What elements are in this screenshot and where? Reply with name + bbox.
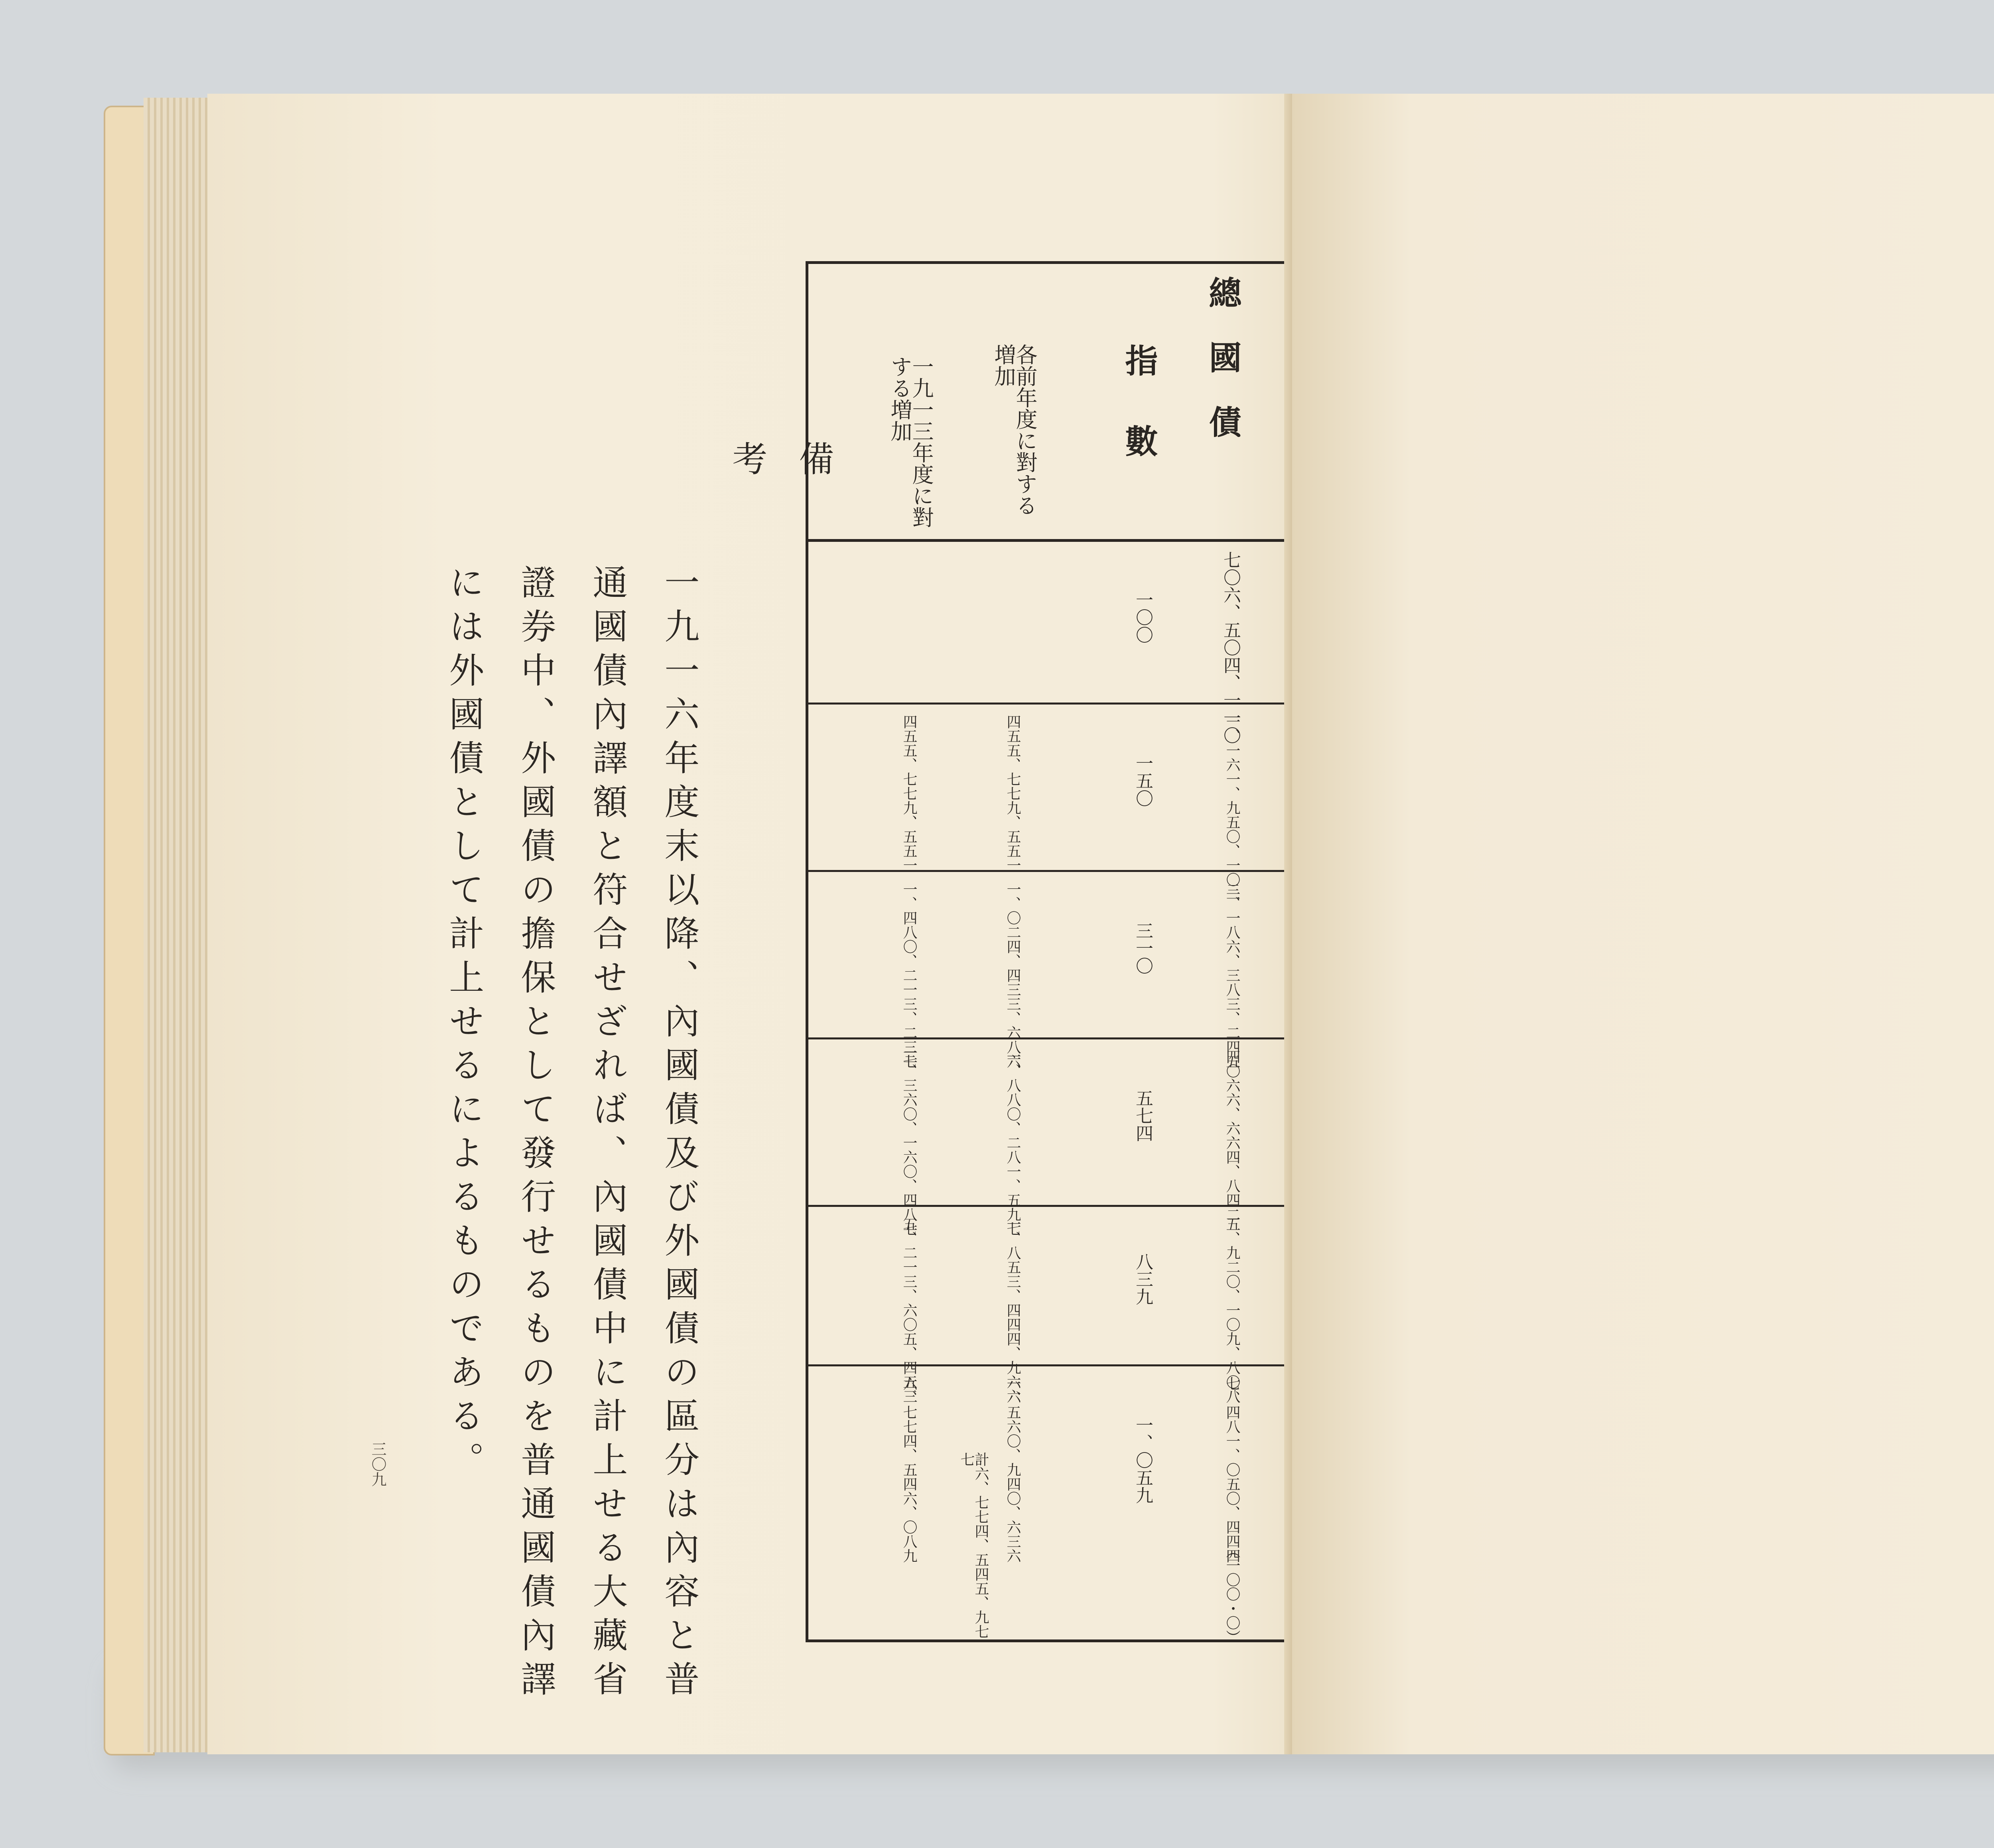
notes-line-3: 證券中、外國債の擔保として發行せるものを普通國債內譯 [515,564,557,1704]
cell-index: 三一〇 [1133,922,1153,974]
cell-index: 一五〇 [1133,754,1153,807]
open-book [104,94,1994,1758]
cell-total: 二、一八六、三八三、二四五 [1224,882,1240,1069]
cell-index: 五七四 [1133,1089,1153,1142]
cell-inc-1913: 三、三六〇、一六〇、四八七 [901,1049,917,1236]
cell-inc-1913: 四五五、七七九、五五一 [901,714,917,872]
cell-total-note: 計六、七七四、五四五、九七七 [958,1452,989,1639]
row-label-increase-prev: 各前年度に對する増加 [991,344,1038,516]
right-page [1292,94,1994,1754]
cell-inc-prev: 一、五六〇、九四〇、六三六 [1005,1376,1021,1563]
row-label-increase-1913: 一九一三年度に對する増加 [887,356,934,528]
cell-total: 七〇六、五〇四、一一〇 [1220,551,1241,744]
row-divider [808,703,1331,705]
notes-line-1: 一九一六年度末以降、內國債及び外國債の區分は內容と普 [659,564,700,1704]
left-table [806,261,1334,1642]
cell-inc-1913: 六、七七四、五四六、〇八九 [901,1376,917,1563]
cell-index: 八三九 [1133,1253,1153,1305]
cell-inc-prev: 一、八五三、四四四、九六六 [1005,1217,1021,1403]
row-divider [808,1037,1331,1039]
cell-index: 一〇〇 [1133,591,1153,644]
cell-index: 一、〇五九 [1133,1416,1153,1504]
cell-inc-prev: 一、〇二四、四三三、六八六 [1005,882,1021,1069]
row-label-index: 指數 [1120,344,1158,505]
row-divider [808,1205,1331,1207]
cell-total: 五、九二〇、一〇九、八〇八 [1224,1217,1240,1403]
cell-inc-prev: 一、八八〇、二八一、五九七 [1005,1049,1021,1236]
cell-inc-1913: 五、二一三、六〇五、四五三 [901,1217,917,1403]
cell-total: 一、一六一、九五〇、一〇二 [1224,714,1240,901]
row-divider [808,870,1331,872]
cell-inc-1913: 一、四八〇、二一三、二三七 [901,882,917,1069]
notes-line-2: 通國債內譯額と符合せざれば、內國債中に計上せる大藏省 [587,564,629,1704]
left-page-number: 三〇九 [369,1441,386,1487]
notes-line-4: には外國債として計上せるによるものである。 [443,564,485,1485]
cell-pct-total: （一〇〇・〇） [1224,1544,1240,1644]
left-page [207,94,1388,1754]
row-label-total: 總國債 [1204,276,1242,470]
cell-total: 七、四八一、〇五〇、四四四 [1224,1376,1240,1563]
row-divider [808,1364,1331,1366]
cell-total: 四〇六六、六六四、八四二 [1224,1049,1240,1222]
cell-inc-prev: 四五五、七七九、五五一 [1005,714,1021,872]
left-table-header [808,264,1331,542]
notes-heading: 備考 [727,441,835,484]
